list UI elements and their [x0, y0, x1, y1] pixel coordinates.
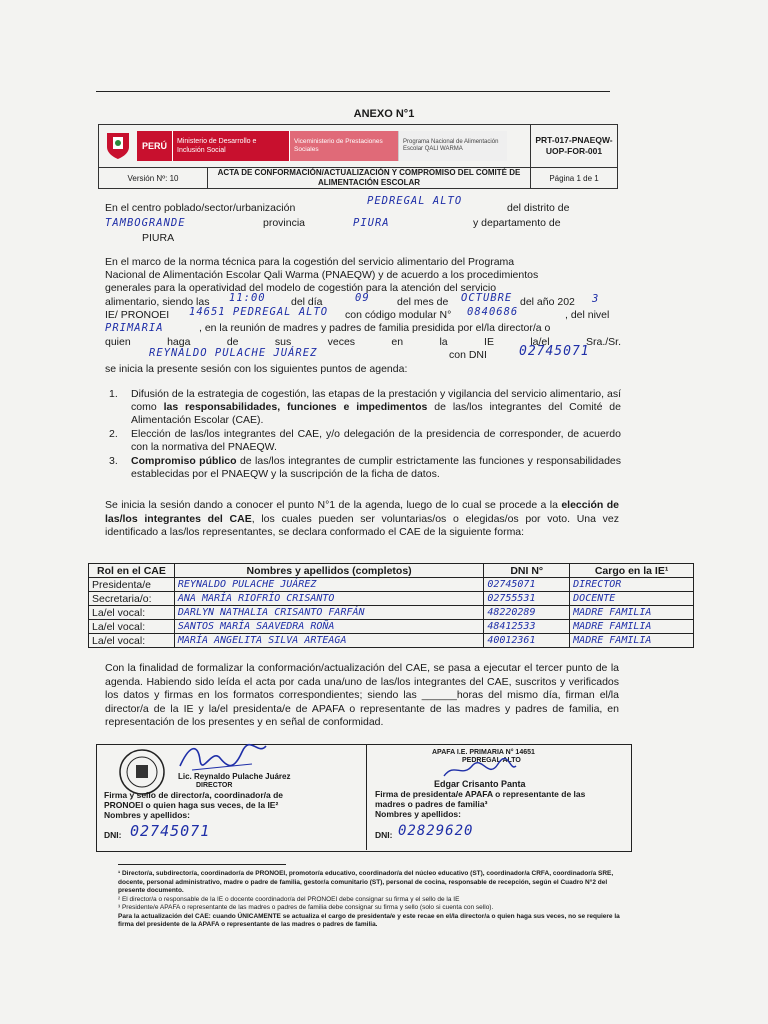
right-stamp-2: PEDREGAL ALTO: [462, 757, 521, 764]
footnote-2: ² El director/a o responsable de la IE o docente coordinador/a del PRONOEI debe consignar su firma y el sello de la IE: [118, 895, 460, 903]
right-dni: 02829620: [398, 823, 474, 839]
distrito: TAMBOGRANDE: [105, 217, 186, 229]
cell-nombre: ANA MARÍA RIOFRÍO CRISANTO: [174, 592, 483, 606]
body-text-8b: con DNI: [449, 349, 487, 361]
body-text-7: quien haga de sus veces en la IE la/el Sra./Sr.: [105, 336, 621, 348]
body-line-9: se inicia la presente sesión con los siguientes puntos de agenda:: [105, 363, 408, 375]
vice-ministry-label: Viceministerio de Prestaciones Sociales: [289, 131, 398, 161]
agenda-bold: Compromiso público: [131, 455, 237, 467]
agenda-text: Difusión de la estrategia de cogestión, las etapas de la prestación y vigilancia del servicio alimentario, así como: [131, 388, 621, 413]
col-rol: Rol en el CAE: [89, 564, 175, 578]
header-table: [98, 124, 618, 189]
doc-code: PRT-017-PNAEQW-UOP-FOR-001: [531, 125, 618, 168]
agenda-list: [105, 388, 621, 482]
session-text: Se inicia la sesión dando a conocer el punto N°1 de la agenda, luego de lo cual se procede a la: [105, 499, 562, 511]
ministry-label: Ministerio de Desarrollo e Inclusión Social: [172, 131, 289, 161]
cell-nombre: SANTOS MARÍA SAAVEDRA ROÑA: [174, 620, 483, 634]
body-text-6a: , en la reunión de madres y padres de familia presidida por el/la director/a o: [199, 322, 551, 334]
cell-nombre: DARLYN NATHALIA CRISANTO FARFÁN: [174, 606, 483, 620]
right-sign-label-3: Nombres y apellidos:: [375, 809, 461, 819]
body-text-5a: IE/ PRONOEI: [105, 309, 170, 321]
intro-text-a: En el centro poblado/sector/urbanización: [105, 202, 296, 214]
agenda-item: [105, 388, 621, 427]
cell-nombre: MARÍA ANGELITA SILVA ARTEAGA: [174, 634, 483, 648]
program-label: Programa Nacional de Alimentación Escolar QALI WARMA: [398, 131, 507, 161]
provincia: PIURA: [353, 217, 390, 229]
cae-table: [88, 563, 694, 648]
departamento: PIURA: [142, 232, 175, 244]
agenda-item: [105, 455, 621, 481]
body-line-2: Nacional de Alimentación Escolar Qali Warma (PNAEQW) y de acuerdo a los procedimientos: [105, 269, 539, 281]
director-dni: 02745071: [519, 344, 590, 359]
body-text-5c: , del nivel: [565, 309, 610, 321]
table-row: [89, 634, 694, 648]
cell-cargo: MADRE FAMILIA: [570, 620, 694, 634]
footnote-1: ¹ Director/a, subdirector/a, coordinador/a de PRONOEI, promotor/a educativo, coordinador/a del núcleo educativo (ST), coordinador/a CRFA, coordinador/a SRE, docente, personal administrativo, madre o padre de familia, gestor/a comunitario (ST), personal de cocina, responsable de recepción, según el Cuadro N°2 del presente documento.: [118, 870, 614, 894]
cell-rol: La/el vocal:: [89, 606, 175, 620]
body-line-1: En el marco de la norma técnica para la cogestión del servicio alimentario del Programa: [105, 256, 515, 268]
top-rule: [96, 91, 610, 92]
intro-text-b: del distrito de: [507, 202, 570, 214]
agenda-num: 2.: [109, 428, 118, 440]
acta-title: ACTA DE CONFORMACIÓN/ACTUALIZACIÓN Y COMPROMISO DEL COMITÉ DE ALIMENTACIÓN ESCOLAR: [208, 168, 531, 189]
right-sign-label-1: Firma de presidenta/e APAFA o representante de las: [375, 789, 586, 799]
page-title: ANEXO N°1: [353, 108, 415, 120]
cell-cargo: DOCENTE: [570, 592, 694, 606]
body-line-3: generales para la operatividad del modelo de cogestión para la atención del servicio: [105, 282, 497, 294]
logo-banner: [99, 125, 531, 168]
peru-shield-icon: [99, 128, 137, 164]
table-row: [89, 592, 694, 606]
body-line-5: [105, 306, 610, 322]
cell-dni: 02745071: [484, 578, 570, 592]
footnote-3: ³ Presidente/e APAFA o representante de las madres o padres de familia debe consignar su firma y sello (solo si cuenta con sello).: [118, 904, 494, 911]
table-row: [89, 620, 694, 634]
body-line-6: [105, 322, 551, 335]
cell-dni: 02755531: [484, 592, 570, 606]
footnote-rule: [118, 864, 286, 865]
signature-divider: [366, 744, 367, 850]
cell-dni: 40012361: [484, 634, 570, 648]
cell-cargo: MADRE FAMILIA: [570, 606, 694, 620]
cell-rol: Secretaria/o:: [89, 592, 175, 606]
cae-header-row: [89, 564, 694, 578]
version: Versión Nº: 10: [99, 168, 208, 189]
intro-text-d: y departamento de: [473, 217, 561, 229]
agenda-text-post: de las/los integrantes de cumplir estrictamente las funciones y responsabilidades establecidas por el PNAEQW y la suscripción de la ficha de datos.: [131, 455, 621, 480]
page-number: Página 1 de 1: [531, 168, 618, 189]
agenda-num: 1.: [109, 388, 118, 400]
body-text-4a: alimentario, siendo las: [105, 296, 210, 308]
anio-digit: 3: [592, 293, 600, 305]
left-sign-label-1: Firma y sello de director/a, coordinador/a de: [104, 790, 284, 800]
codigo-modular: 0840686: [467, 306, 519, 318]
col-nombre: Nombres y apellidos (completos): [174, 564, 483, 578]
left-sign-label-2: PRONOEI o quien haga sus veces, de la IE²: [104, 800, 279, 810]
col-dni: DNI N°: [484, 564, 570, 578]
agenda-item: [105, 428, 621, 454]
closing-paragraph: Con la finalidad de formalizar la conformación/actualización del CAE, se pasa a ejecutar el tercer punto de la agenda. Habiendo sido leída el acta por cada una/uno de las/los integrantes del CAE, suscritos y verificados los datos y firmas en los formatos correspondientes; siendo las ______horas del mismo día, firman el/la director/a de la IE y la/el presidenta/e de APAFA o representante de las madres y padres de familia, en representación de los presentes y en señal de conformidad.: [105, 662, 619, 728]
right-stamp-1: APAFA I.E. PRIMARIA N° 14651: [432, 749, 535, 756]
body-text-4d: del año 202: [520, 296, 575, 308]
director-name: REYNALDO PULACHE JUÁREZ: [149, 347, 318, 359]
table-row: [89, 578, 694, 592]
footnotes: [118, 870, 626, 930]
cell-dni: 48220289: [484, 606, 570, 620]
right-dni-label: DNI:: [375, 830, 393, 840]
left-dni: 02745071: [130, 822, 211, 840]
cell-nombre: REYNALDO PULACHE JUÁREZ: [174, 578, 483, 592]
intro-line-1: [105, 195, 570, 215]
left-stamp-name: Lic. Reynaldo Pulache Juárez: [178, 772, 291, 781]
hora: 11:00: [229, 292, 266, 304]
body-text-4c: del mes de: [397, 296, 449, 308]
table-row: [89, 606, 694, 620]
intro-text-c: provincia: [263, 217, 306, 229]
agenda-text-post: de las/los integrantes del Comité de Alimentación Escolar (CAE).: [131, 401, 621, 426]
left-stamp-role: DIRECTOR: [196, 782, 233, 789]
cell-rol: La/el vocal:: [89, 620, 175, 634]
cell-rol: La/el vocal:: [89, 634, 175, 648]
right-stamp-name: Edgar Crisanto Panta: [434, 779, 526, 789]
cell-cargo: MADRE FAMILIA: [570, 634, 694, 648]
left-sign-label-3: Nombres y apellidos:: [104, 810, 190, 820]
left-dni-label: DNI:: [104, 830, 122, 840]
ie-name: 14651 PEDREGAL ALTO: [189, 306, 329, 318]
nivel: PRIMARIA: [105, 322, 164, 334]
agenda-text: Elección de las/los integrantes del CAE, y/o delegación de la presidencia de corresponder, de acuerdo con la normativa del PNAEQW.: [131, 428, 621, 453]
right-sign-label-2: madres o padres de familia³: [375, 799, 488, 809]
body-text-5b: con código modular N°: [345, 309, 452, 321]
footnote-4: Para la actualización del CAE: cuando ÚNICAMENTE se actualiza el cargo de presidenta/e y este recae en el/la director/a o quien haga sus veces, no se requiere la firma del presidente de la APAFA o representante de las madres o padres de familia.: [118, 912, 620, 928]
agenda-num: 3.: [109, 455, 118, 467]
session-text-post: , los cuales pueden ser voluntarias/os o elegidas/os por voto. Una vez identificado a las/los representantes, se declara conformado el CAE de la siguiente forma:: [105, 512, 619, 538]
cell-rol: Presidenta/e: [89, 578, 175, 592]
peru-label: PERÚ: [137, 131, 172, 161]
cell-dni: 48412533: [484, 620, 570, 634]
session-paragraph: [105, 499, 619, 540]
intro-line-2: [105, 217, 621, 230]
col-cargo: Cargo en la IE¹: [570, 564, 694, 578]
agenda-bold: las responsabilidades, funciones e impedimentos: [163, 401, 428, 413]
cell-cargo: DIRECTOR: [570, 578, 694, 592]
dia: 09: [355, 292, 370, 304]
centro-poblado: PEDREGAL ALTO: [367, 195, 463, 207]
mes: OCTUBRE: [461, 292, 513, 304]
body-text-4b: del día: [291, 296, 323, 308]
session-bold: elección de las/los integrantes del CAE: [105, 499, 619, 525]
